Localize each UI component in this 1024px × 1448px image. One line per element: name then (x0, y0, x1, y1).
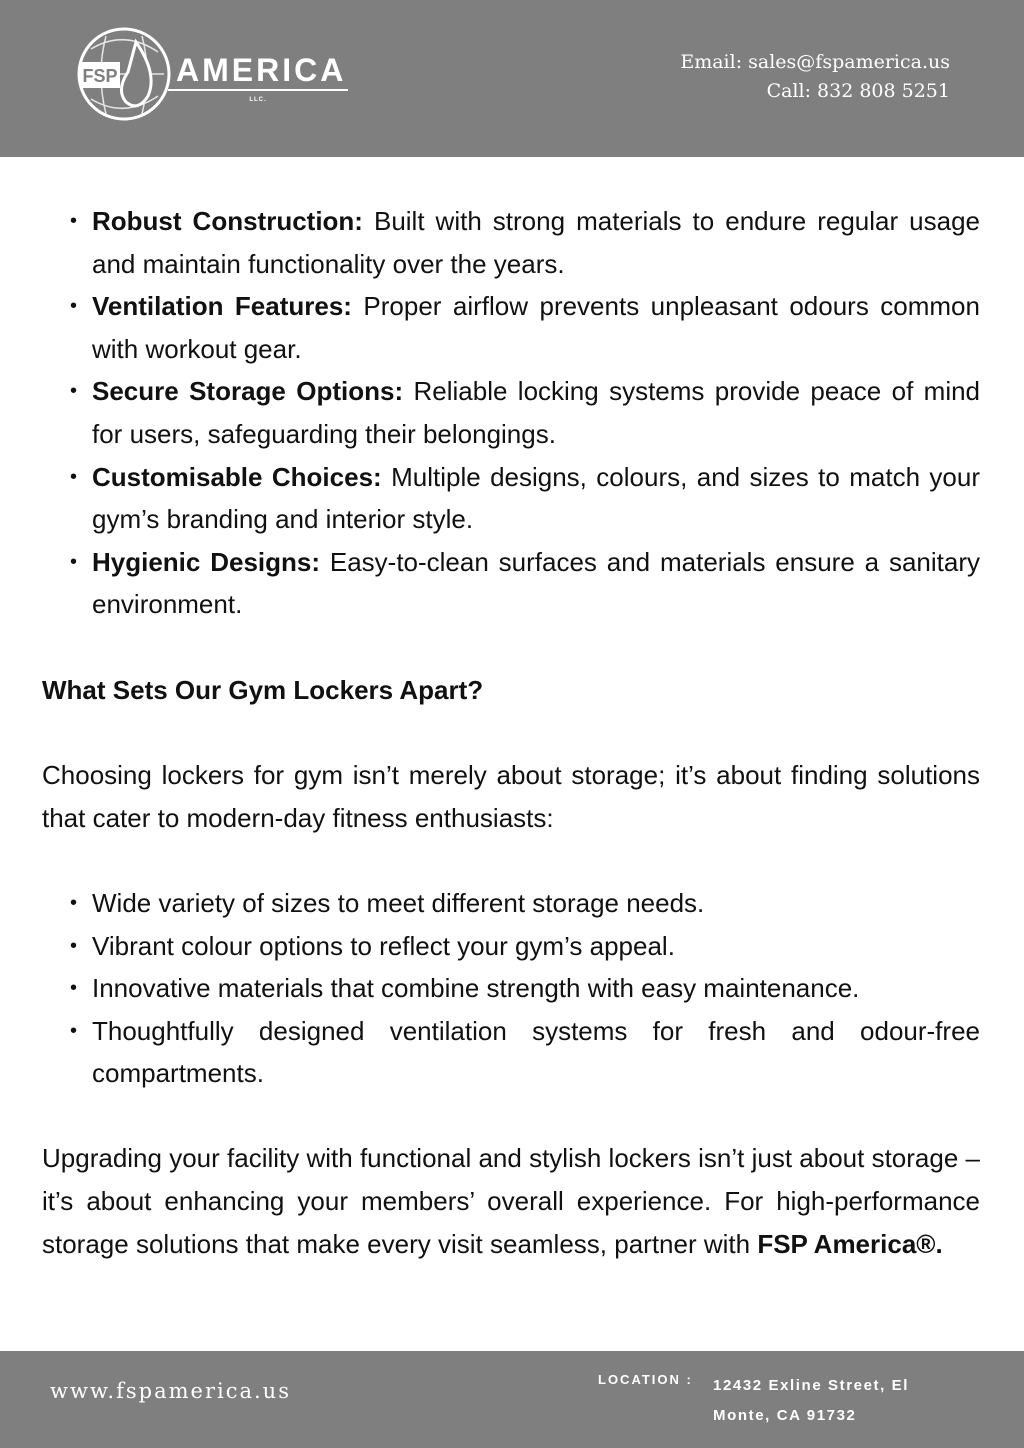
svg-text:AMERICA: AMERICA (176, 52, 347, 88)
main-content (42, 200, 980, 1265)
list-item (92, 285, 980, 370)
features-list (42, 200, 980, 626)
section-heading: What Sets Our Gym Lockers Apart? (42, 674, 484, 705)
points-list (42, 882, 980, 1095)
list-item (92, 456, 980, 541)
contact-info (680, 48, 950, 106)
feature-text: Proper airflow prevents unpleasant odours common with workout gear. (92, 291, 980, 364)
feature-term: Robust Construction: (92, 206, 363, 236)
svg-text:FSP: FSP (82, 66, 118, 86)
list-item: • Wide variety of sizes to meet different storage needs. (92, 882, 980, 925)
feature-text: Easy-to-clean surfaces and materials ensure a sanitary environment. (92, 546, 980, 620)
svg-text:LLC.: LLC. (249, 97, 267, 103)
list-item (92, 200, 980, 285)
page-header (0, 0, 1024, 157)
fsp-america-logo (76, 24, 366, 124)
brand-name: FSP America®. (757, 1228, 943, 1259)
list-item: • Innovative materials that combine strength with easy maintenance. (92, 967, 980, 1010)
list-item: • Thoughtfully designed ventilation systems for fresh and odour-free compartments. (92, 1010, 980, 1095)
page-footer (0, 1351, 1024, 1448)
feature-text: Built with strong materials to endure regular usage and maintain functionality over the years. (92, 206, 980, 279)
location-label: LOCATION : (598, 1372, 693, 1387)
location-address: 12432 Exline Street, El Monte, CA 91732 (713, 1377, 910, 1424)
closing-paragraph (42, 1137, 980, 1265)
intro-paragraph: Choosing lockers for gym isn’t merely about storage; it’s about finding solutions that cater to modern-day fitness enthusiasts: (42, 760, 980, 833)
feature-term: Customisable Choices: (92, 461, 382, 492)
feature-term: Hygienic Designs: (92, 546, 321, 577)
feature-text: Reliable locking systems provide peace of mind for users, safeguarding their belongings. (92, 376, 981, 449)
list-item (92, 541, 980, 626)
list-item: • Vibrant colour options to reflect your gym’s appeal. (92, 925, 980, 968)
feature-term: Secure Storage Options: (92, 376, 404, 407)
closing-text: Upgrading your facility with functional and stylish lockers isn’t just about storage – it’s about enhancing your members’ overall experience. For high-performance storage solutions that make every visit seamless, partner with (42, 1143, 980, 1259)
feature-term: Ventilation Features: (92, 291, 352, 322)
phone-contact[interactable]: Call: 832 808 5251 (766, 80, 950, 102)
email-contact[interactable]: Email: sales@fspamerica.us (680, 51, 950, 73)
list-item (92, 370, 980, 455)
feature-text: Multiple designs, colours, and sizes to match your gym’s branding and interior style. (92, 461, 980, 535)
website-link[interactable]: www.fspamerica.us (50, 1379, 291, 1403)
